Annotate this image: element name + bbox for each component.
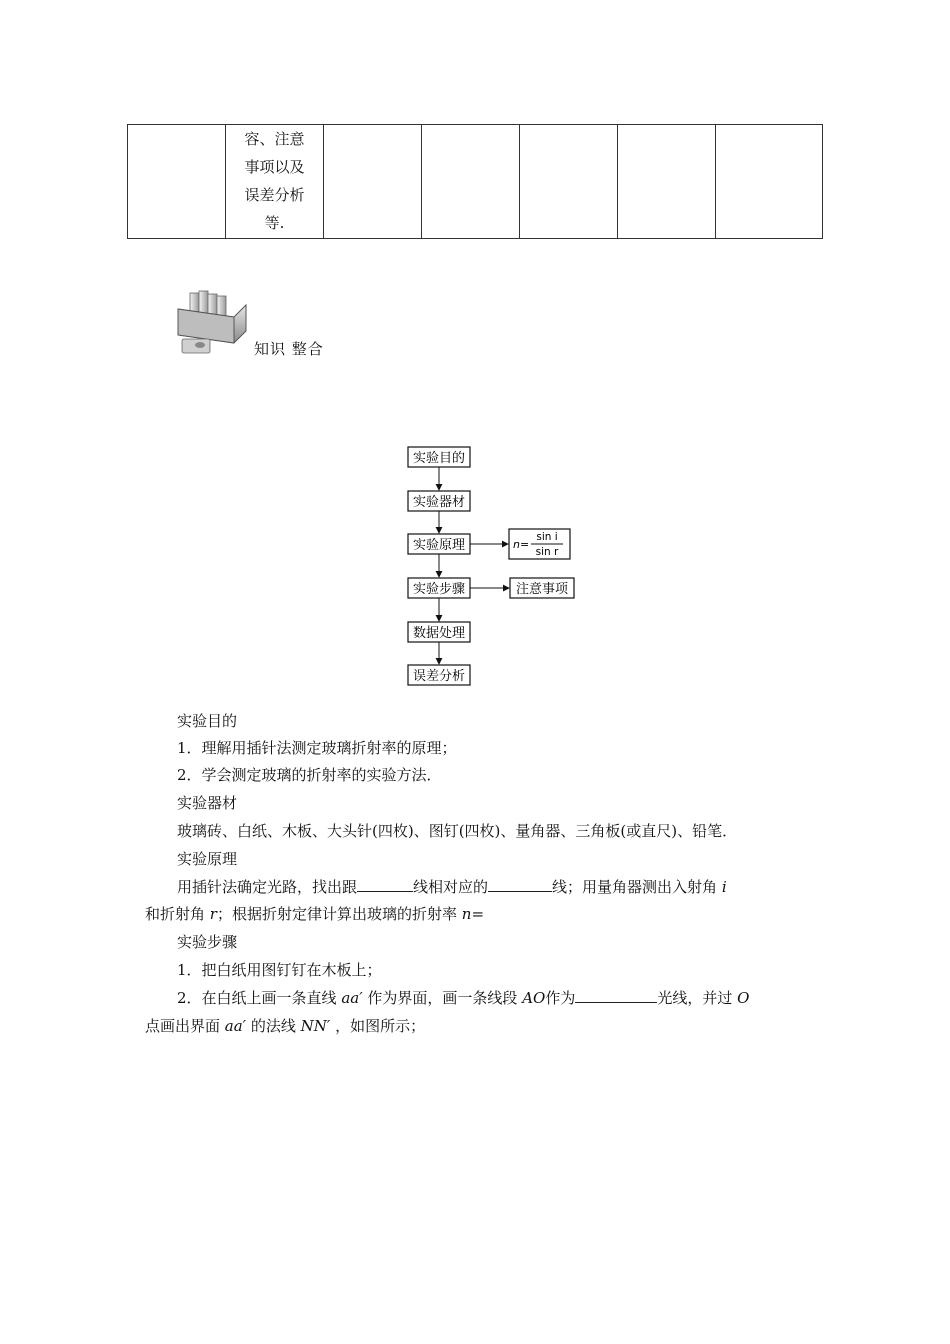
table-cell (128, 125, 226, 239)
table-cell (422, 125, 520, 239)
table-cell-text: 容、注意 事项以及 误差分析 等. (244, 130, 305, 232)
table-cell (716, 125, 823, 239)
flow-node-purpose (408, 447, 470, 467)
table-cell (618, 125, 716, 239)
svg-text:实验步骤: 实验步骤 (412, 582, 466, 597)
svg-text:n=: n= (513, 538, 530, 551)
heading-principle: 实验原理 (177, 850, 238, 868)
svg-text:数据处理: 数据处理 (412, 626, 466, 641)
step-item: 1．把白纸用图钉钉在木板上； (177, 961, 382, 979)
svg-text:实验原理: 实验原理 (412, 538, 466, 553)
flow-note-precautions (510, 578, 574, 598)
flow-node-steps (408, 578, 470, 598)
step-item-continued: 点画出界面 aa′ 的法线 NN′ ，如图所示； (145, 1017, 426, 1035)
flow-node-error-analysis (408, 665, 470, 685)
table-fragment (127, 124, 823, 239)
flow-node-data-processing (408, 622, 470, 642)
table-cell (324, 125, 422, 239)
principle-line-1: 用插针法确定光路，找出跟 线相对应的 线；用量角器测出入射角 i (177, 878, 727, 896)
heading-purpose: 实验目的 (177, 712, 238, 730)
bookshelf-monitor-icon (172, 287, 252, 359)
step-item: 2．在白纸上画一条直线 aa′ 作为界面，画一条线段 AO作为 光线，并过 O (177, 989, 750, 1007)
table-row (128, 125, 823, 239)
purpose-item: 1．理解用插针法测定玻璃折射率的原理； (177, 739, 457, 757)
heading-steps: 实验步骤 (177, 933, 238, 951)
table-cell (520, 125, 618, 239)
svg-text:实验目的: 实验目的 (412, 451, 466, 466)
svg-text:注意事项: 注意事项 (515, 582, 569, 597)
principle-line-2: 和折射角 r；根据折射定律计算出玻璃的折射率 n= (145, 905, 485, 923)
svg-text:误差分析: 误差分析 (412, 669, 466, 684)
section-title: 知识 整合 (254, 340, 324, 358)
table-cell (226, 125, 324, 239)
fill-blank (488, 877, 552, 892)
flow-node-materials (408, 491, 470, 511)
svg-text:实验器材: 实验器材 (412, 495, 466, 510)
experiment-flowchart (400, 440, 590, 696)
heading-materials: 实验器材 (177, 794, 238, 812)
fill-blank (575, 988, 657, 1003)
fill-blank (357, 877, 413, 892)
flow-node-principle (408, 534, 470, 554)
flow-note-formula (509, 529, 570, 559)
materials-text: 玻璃砖、白纸、木板、大头针(四枚)、图钉(四枚)、量角器、三角板(或直尺)、铅笔． (177, 822, 738, 840)
svg-text:sin i: sin i (536, 531, 558, 543)
purpose-item: 2．学会测定玻璃的折射率的实验方法． (177, 766, 442, 784)
svg-text:sin r: sin r (535, 546, 559, 558)
